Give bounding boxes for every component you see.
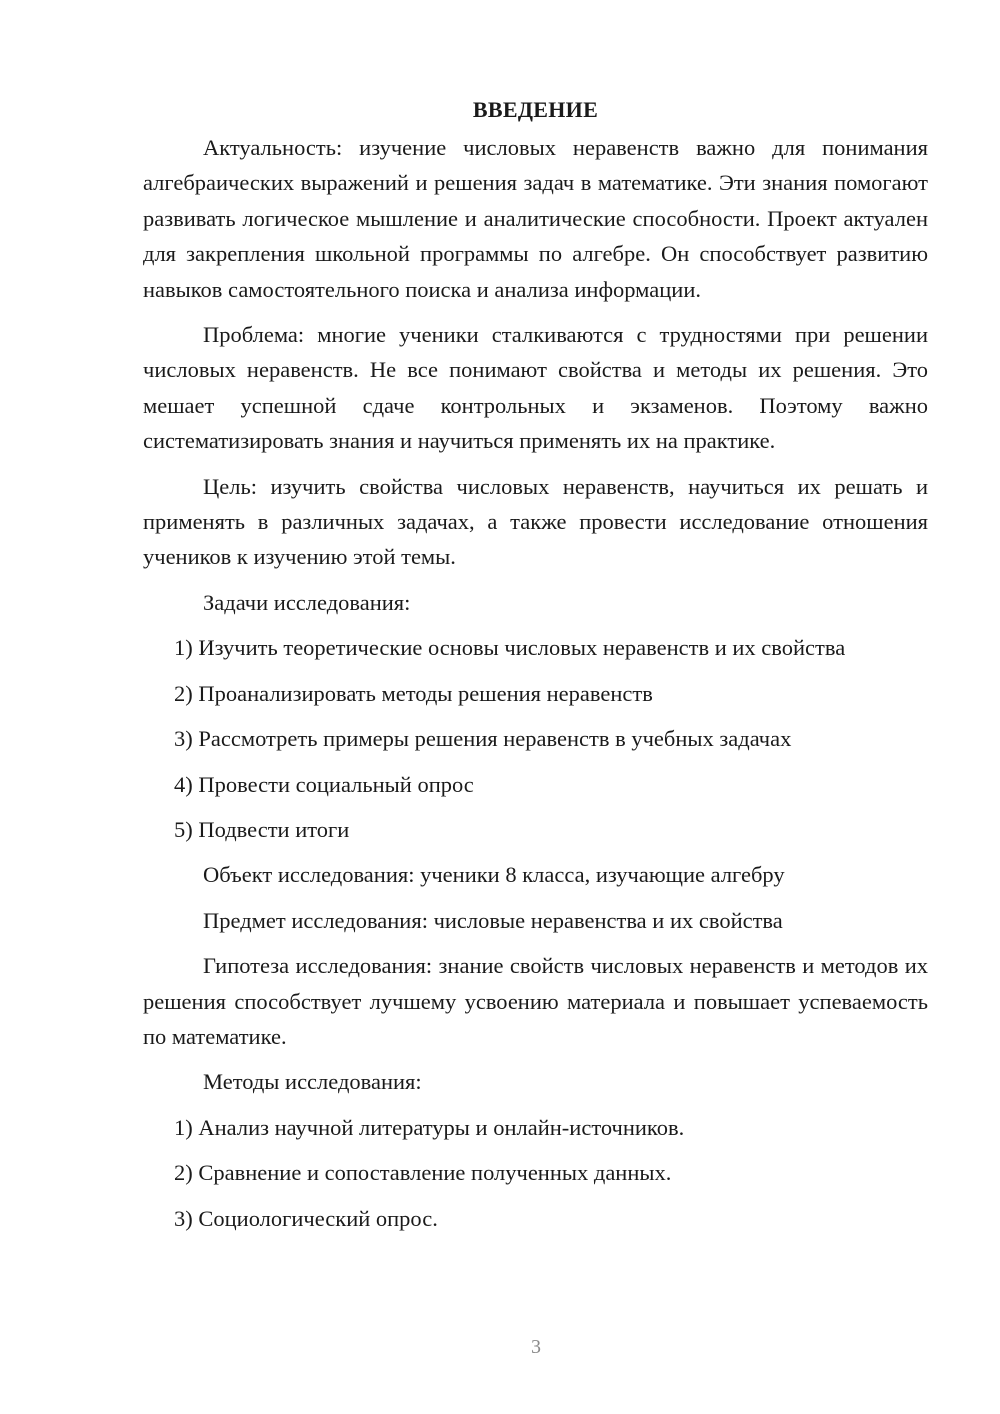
research-subject: Предмет исследования: числовые неравенства и их свойства bbox=[203, 907, 783, 933]
list-item: 2) Проанализировать методы решения неравенств bbox=[174, 680, 653, 706]
tasks-list bbox=[143, 630, 928, 847]
section-heading: ВВЕДЕНИЕ bbox=[472, 97, 599, 122]
relevance-paragraph: Актуальность: изучение числовых неравенств важно для понимания алгебраических выражений и решения задач в математике. Эти знания помогают развивать логическое мышление и аналитические способности. Проект актуален для закрепления школьной программы по алгебре. Он способствует развитию навыков самостоятельного поиска и анализа информации. bbox=[143, 135, 928, 302]
goal-paragraph: Цель: изучить свойства числовых неравенств, научиться их решать и применять в различных задачах, а также провести исследование отношения учеников к изучению этой темы. bbox=[143, 473, 928, 570]
methods-list bbox=[143, 1110, 928, 1236]
methods-heading: Методы исследования: bbox=[203, 1069, 422, 1095]
list-item: 1) Изучить теоретические основы числовых неравенств и их свойства bbox=[174, 635, 846, 661]
tasks-heading: Задачи исследования: bbox=[203, 589, 411, 615]
page-number: 3 bbox=[531, 1336, 541, 1358]
list-item: 1) Анализ научной литературы и онлайн-источников. bbox=[174, 1114, 685, 1140]
document-page bbox=[143, 92, 928, 1246]
list-item: 4) Провести социальный опрос bbox=[174, 771, 474, 797]
hypothesis-paragraph: Гипотеза исследования: знание свойств числовых неравенств и методов их решения способствует лучшему усвоению материала и повышает успеваемость по математике. bbox=[143, 953, 928, 1049]
research-object: Объект исследования: ученики 8 класса, изучающие алгебру bbox=[203, 862, 785, 888]
list-item: 5) Подвести итоги bbox=[174, 816, 350, 842]
problem-paragraph: Проблема: многие ученики сталкиваются с трудностями при решении числовых неравенств. Не все понимают свойства и методы их решения. Это мешает успешной сдаче контрольных и экзаменов. Поэтому важно систематизировать знания и научиться применять их на практике. bbox=[143, 322, 928, 454]
list-item: 3) Социологический опрос. bbox=[174, 1205, 438, 1231]
list-item: 3) Рассмотреть примеры решения неравенств в учебных задачах bbox=[174, 726, 792, 752]
list-item: 2) Сравнение и сопоставление полученных данных. bbox=[174, 1160, 672, 1186]
